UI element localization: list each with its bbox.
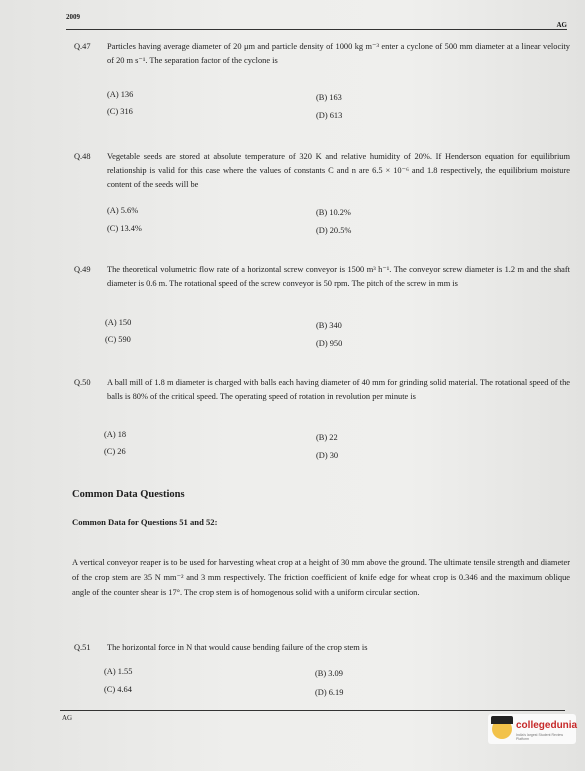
option-c: (C) 590: [105, 335, 131, 344]
footer-divider: [60, 710, 565, 711]
option-b: (B) 340: [316, 321, 342, 330]
option-b: (B) 10.2%: [316, 208, 351, 217]
option-a: (A) 150: [105, 318, 132, 327]
option-c: (C) 26: [104, 447, 126, 456]
footer-paper-code: AG: [62, 714, 73, 722]
option-b: (B) 22: [316, 433, 338, 442]
option-a: (A) 1.55: [104, 667, 133, 676]
graduation-cap-icon: [491, 716, 513, 724]
question-text: A ball mill of 1.8 m diameter is charged with balls each having diameter of 40 mm for grinding solid material. The rotational speed of the balls is 80% of the critical speed. The operating speed of rotation in revolution per minute is: [107, 378, 570, 401]
question-number: Q.50: [74, 378, 91, 387]
option-d: (D) 613: [316, 111, 343, 120]
header-year: 2009: [66, 13, 80, 21]
question-text: Particles having average diameter of 20 μm and particle density of 1000 kg m⁻³ enter a cyclone of 500 mm diameter at a linear velocity of 20 m s⁻¹. The separation factor of the cyclone is: [107, 42, 570, 65]
section-title: Common Data Questions: [72, 489, 185, 500]
collegedunia-logo: [488, 714, 576, 744]
question-number: Q.47: [74, 42, 91, 51]
header-paper-code: AG: [556, 21, 567, 29]
question-number: Q.49: [74, 265, 91, 274]
question-50: [74, 376, 570, 404]
question-text: Vegetable seeds are stored at absolute temperature of 320 K and relative humidity of 20%. If Henderson equation for equilibrium relationship is valid for this case where the values of constants C and n are 6.5 × 10⁻⁶ and 1.8 respectively, the equilibrium moisture content of the seeds will be: [107, 152, 570, 189]
option-c: (C) 13.4%: [107, 224, 142, 233]
option-a: (A) 18: [104, 430, 127, 439]
option-b: (B) 163: [316, 93, 342, 102]
option-b: (B) 3.09: [315, 669, 343, 678]
logo-tagline: India's largest Student Review Platform: [516, 733, 563, 741]
option-a: (A) 136: [107, 90, 134, 99]
question-number: Q.48: [74, 152, 91, 161]
option-c: (C) 316: [107, 107, 133, 116]
option-a: (A) 5.6%: [107, 206, 139, 215]
option-d: (D) 20.5%: [316, 226, 352, 235]
section-subtitle: Common Data for Questions 51 and 52:: [72, 517, 218, 527]
common-data-paragraph: A vertical conveyor reaper is to be used for harvesting wheat crop at a height of 30 mm above the ground. The ultimate tensile strength and diameter of the crop stem are 35 N mm⁻² and 3 mm respectively. The friction coefficient of knife edge for wheat crop is 0.346 and the maximum oblique angle of the counter shear is 17°. The crop stem is of homogenous solid with a uniform circular section.: [72, 558, 570, 597]
option-d: (D) 950: [316, 339, 343, 348]
header-divider: [66, 29, 567, 30]
question-number: Q.51: [74, 643, 91, 652]
option-d: (D) 6.19: [315, 688, 344, 697]
option-d: (D) 30: [316, 451, 339, 460]
question-51: [74, 641, 570, 655]
question-text: The theoretical volumetric flow rate of a horizontal screw conveyor is 1500 m³ h⁻¹. The conveyor screw diameter is 1.2 m and the shaft diameter is 0.6 m. The rotational speed of the screw conveyor is 50 rpm. The pitch of the screw in mm is: [107, 265, 570, 288]
option-c: (C) 4.64: [104, 685, 132, 694]
question-49: [74, 263, 570, 291]
logo-wordmark: collegedunia: [516, 720, 578, 731]
question-text: The horizontal force in N that would cause bending failure of the crop stem is: [107, 643, 368, 652]
question-48: [74, 150, 570, 192]
question-47: [74, 40, 570, 68]
